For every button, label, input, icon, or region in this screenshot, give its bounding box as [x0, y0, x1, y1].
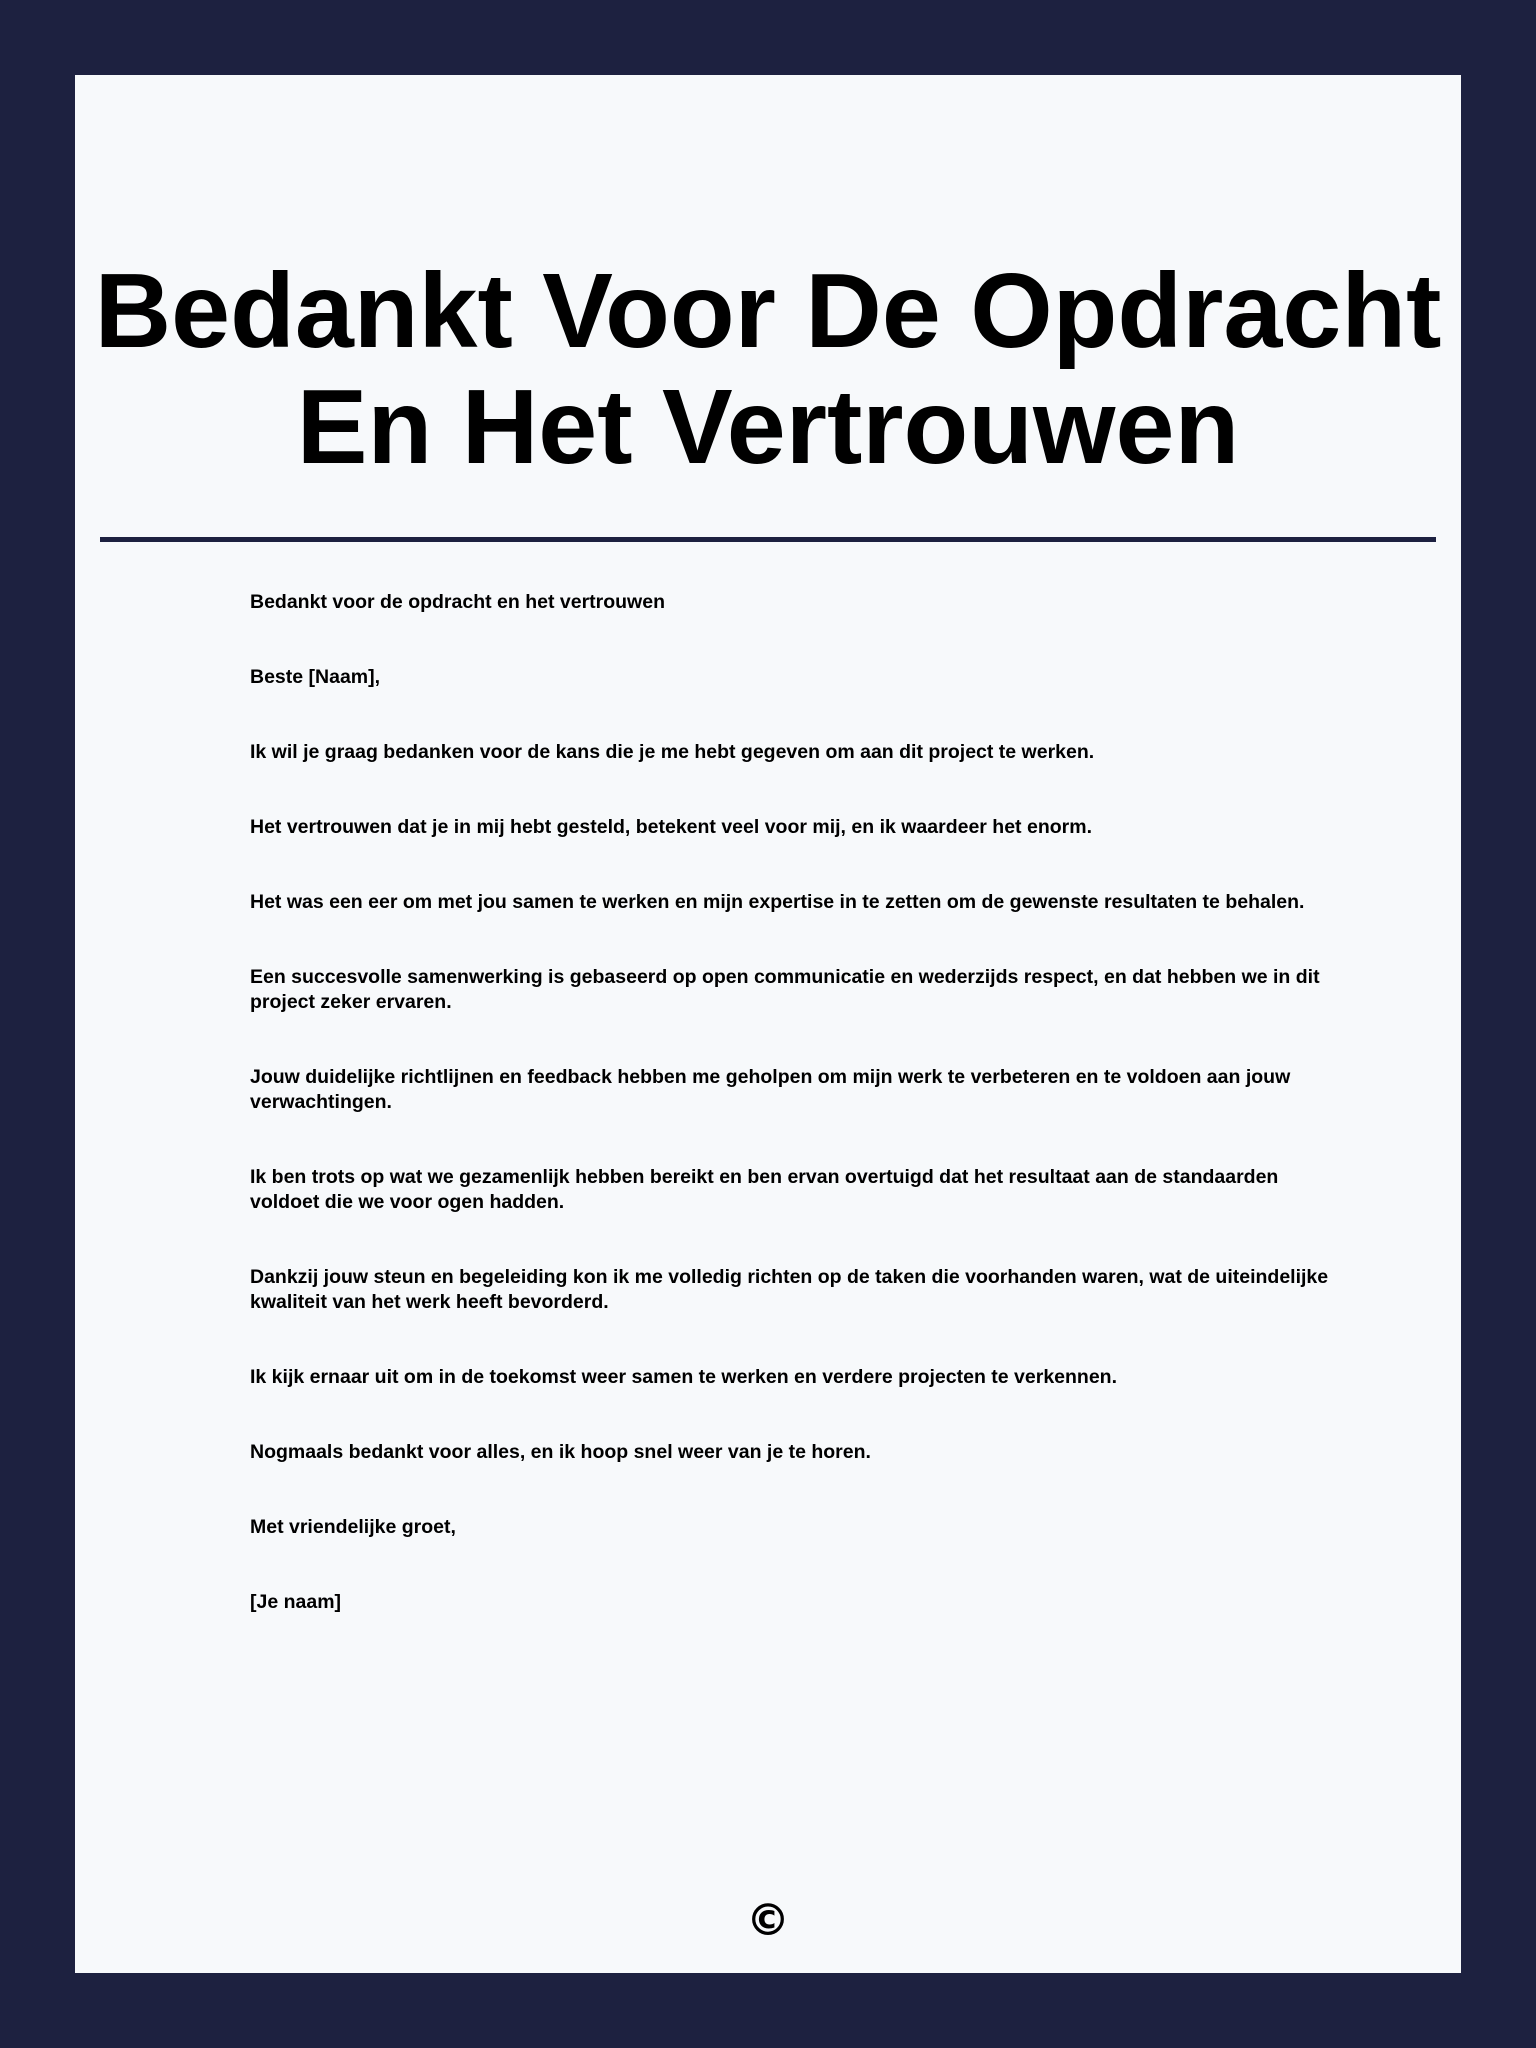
letter-signature: [Je naam]	[250, 1591, 342, 1613]
copyright-icon: ©	[746, 1895, 790, 1946]
letter-paragraph: Ik ben trots op wat we gezamenlijk hebben bereikt en ben ervan overtuigd dat het resultaat aan de standaarden voldoet die we voor ogen hadden.	[250, 1166, 1279, 1213]
letter-paragraph: Dankzij jouw steun en begeleiding kon ik me volledig richten op de taken die voorhanden waren, wat de uiteindelijke kwaliteit van het werk heeft bevorderd.	[250, 1266, 1329, 1313]
letter-paragraph: Ik kijk ernaar uit om in de toekomst weer samen te werken en verdere projecten te verkennen.	[250, 1366, 1118, 1388]
letter-paragraph: Een succesvolle samenwerking is gebaseerd op open communicatie en wederzijds respect, en dat hebben we in dit project zeker ervaren.	[250, 966, 1320, 1013]
letter-page	[75, 75, 1461, 1973]
letter-body	[250, 590, 1350, 1665]
letter-closing: Met vriendelijke groet,	[250, 1516, 456, 1538]
letter-paragraph: Het vertrouwen dat je in mij hebt gesteld, betekent veel voor mij, en ik waardeer het enorm.	[250, 816, 1092, 838]
letter-heading: Bedankt voor de opdracht en het vertrouwen	[250, 591, 665, 613]
letter-paragraph: Ik wil je graag bedanken voor de kans die je me hebt gegeven om aan dit project te werken.	[250, 741, 1095, 763]
letter-paragraph: Het was een eer om met jou samen te werken en mijn expertise in te zetten om de gewenste resultaten te behalen.	[250, 891, 1305, 913]
title-divider	[100, 537, 1436, 542]
letter-paragraph: Jouw duidelijke richtlijnen en feedback hebben me geholpen om mijn werk te verbeteren en te voldoen aan jouw verwachtingen.	[250, 1066, 1291, 1113]
page-title: Bedankt Voor De Opdracht En Het Vertrouwen	[94, 252, 1442, 486]
letter-salutation: Beste [Naam],	[250, 666, 381, 688]
letter-paragraph: Nogmaals bedankt voor alles, en ik hoop snel weer van je te horen.	[250, 1441, 871, 1463]
